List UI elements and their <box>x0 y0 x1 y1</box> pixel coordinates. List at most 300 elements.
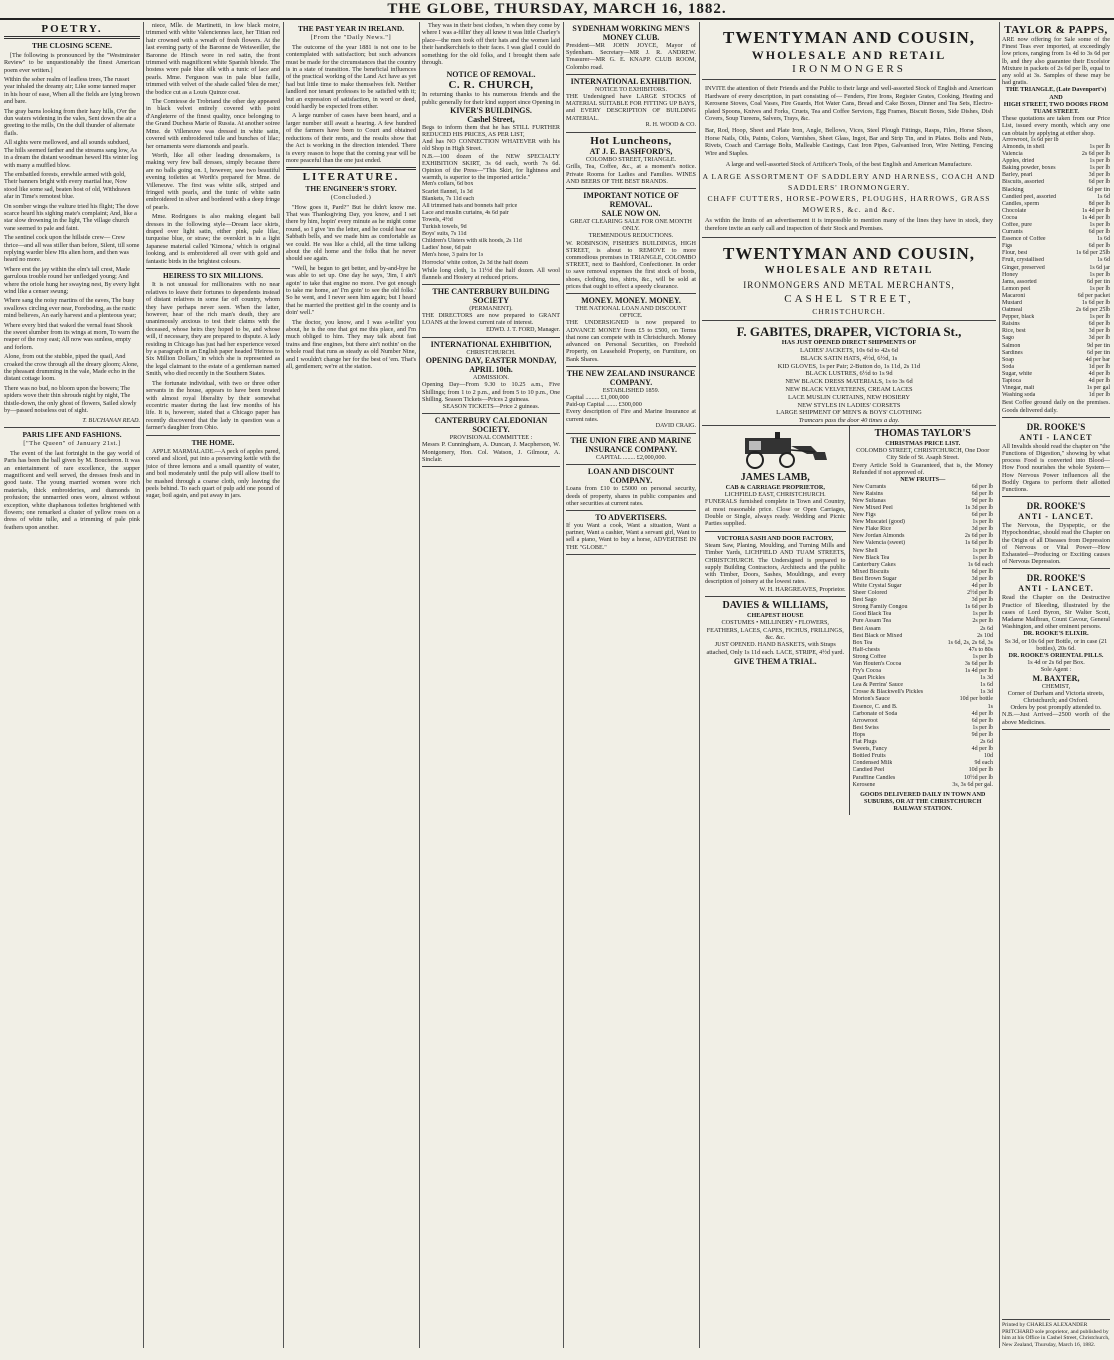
column-ads <box>566 22 696 1348</box>
ad-rooke-3 <box>1002 569 1110 729</box>
article-text: It is not unusual for millionaires with no near relatives to leave their fortunes to dependents instead of distant relatives in some far off country, whom they have perhaps never seen. When the latter, however, hear of the rich man's death, they are unanimously anxious to test their claims with the deceased, whose heirs they hoped to be, and whose will, if necessary, they are prepared to dispute. A lady residing in Chicago has just had her experience vexed by a paragraph in an English paper headed 'Heiress to Six Million Dollars,' in which she is represented as the legal claimant to the estate of a gentleman named Smith, who died recently in the Southern States. <box>146 281 280 378</box>
ad-loan <box>566 465 696 511</box>
price-item: New Figs 6d per lb <box>852 512 993 519</box>
price-item: Kerosene 3s, 3s 6d per gal. <box>852 781 993 788</box>
ad-item: LADIES' JACKETS, 10s 6d to 42s 6d <box>800 346 898 354</box>
price-item: Barley, pearl 3d per lb <box>1002 172 1110 179</box>
poem-signature: T. BUCHANAN READ. <box>82 416 140 424</box>
article-source: ["The Queen" of January 21st.] <box>23 440 121 448</box>
ad-removal <box>566 189 696 294</box>
ad-product: DR. ROOKE'S ELIXIR. <box>1023 630 1089 638</box>
ad-agent-role: CHEMIST, <box>1041 682 1071 690</box>
price-item: Ladies' hose, 6d pair <box>422 245 472 252</box>
ad-subtitle: HAS JUST OPENED DIRECT SHIPMENTS OF <box>781 339 917 347</box>
ad-street: Cashel Street, <box>467 114 515 124</box>
ad-text: THE UNDERSIGNED is now prepared to ADVANCE MONEY from £5 to £500, on Terms that none can compete with in Christchurch. Money advanced on Personal Securities, on Freehold Property, on Leasehold Property, on Furniture, on Bank Shares. <box>566 319 696 363</box>
ad-note: Orders by post promptly attended to. <box>1010 704 1102 712</box>
column-taylor-papps <box>1002 22 1110 1308</box>
column-rule <box>283 22 284 1348</box>
article-text: A large number of cases have been heard, and a larger number still await a hearing. A few hundred of the farmers have been to Court and obtained reductions of their rents, and the results show that the Act is working in the direction intended. There is every reason to hope that the coming year will be more peaceful than the one just ended. <box>286 112 416 164</box>
price-list <box>422 181 560 266</box>
price-item: Best Swiss 1s per lb <box>852 724 993 731</box>
price-item: Half-chests 47s to 80s <box>852 646 993 653</box>
ad-item: NEW BLACK DRESS MATERIALS, 1s to 3s 6d <box>785 378 913 386</box>
ad-church <box>422 68 560 285</box>
ad-title: DR. ROOKE'S <box>1026 573 1086 584</box>
article-text: "Well, he begun to get better, and by-and-bye he was able to set up. One day he says, 'Jim, I ain't agoin' to take that engine no more. I've got enough to take me home, an' I'm goin' to see the old folks.' So he went, and I never seen him again; but I heard that he married the prettiest girl in the county and is doin' well." <box>286 264 416 317</box>
ad-title: INTERNATIONAL EXHIBITION. <box>570 76 692 86</box>
ad-text: ARE now offering for Sale some of the Finest Teas ever imported, at exceedingly low prices, ranging from 1s 4d to 3s 6d per lb, and they also guarantee their Excelsior Mixture in packets of 2s 6d per lb, equal to any sold at 3s. Samples of these may be had gratis. <box>1002 36 1110 87</box>
poem-title: THE CLOSING SCENE. <box>32 41 112 51</box>
ad-name: AT J. E. BASHFORD'S, <box>589 147 673 157</box>
price-item: Coffee, pure 1s per lb <box>1002 221 1110 228</box>
ad-item: NEW STYLES IN LADIES' CORSETS <box>797 401 901 409</box>
price-item: Carbonate of Soda 4d per lb <box>852 710 993 717</box>
column-ireland <box>286 22 416 1348</box>
ad-text: N.B.—100 dozen of the NEW SPECIALTY EXHIBITION SKIRT, 3s 6d each, worth 7s 6d. Opinion of the Press—"This Skirt, for lightness and warmth, is superior to the imported article." <box>422 152 560 182</box>
ad-taylor-papps <box>1002 22 1110 418</box>
price-list <box>1002 137 1110 399</box>
ads-split <box>702 425 996 815</box>
ad-address: COLOMBO STREET, CHRISTCHURCH, One Door City Side of St. Asaph Street. <box>856 447 990 462</box>
price-item: Oatmeal 2s 6d per 25lb <box>1002 307 1110 314</box>
divider <box>286 167 416 170</box>
ad-signature: EDWD. J. T. FORD, Manager. <box>486 326 560 333</box>
ad-address: LICHFIELD EAST, CHRISTCHURCH. <box>724 491 826 499</box>
price-item: Pepper, black 1s per lb <box>1002 314 1110 321</box>
ad-title: VICTORIA SASH AND DOOR FACTORY, <box>717 534 834 542</box>
printer-imprint: Printed by CHARLES ALEXANDER PRITCHARD sole proprietor, and published by him at his Office in Cashel Street, Christchurch, New Zealand, Thursday, March 16, 1882. <box>1002 1319 1110 1348</box>
price-item: Boys' suits, 7s 11d <box>422 231 467 238</box>
ad-text: While long cloth, 1s 11½d the half dozen. All wool flannels and Hosiery at reduced prices. <box>422 266 560 281</box>
price-item: New Flake Rice 3d per lb <box>852 526 993 533</box>
verse: All sights were mellowed, and all sounds subdued, The hills seemed farther and the streams sang low, As in a dream the distant woodman hewed His winter log with many a muffled blow. <box>4 139 138 169</box>
ad-title: LOAN AND DISCOUNT COMPANY. <box>587 467 675 486</box>
divider <box>705 531 846 532</box>
column-rule <box>419 22 420 1348</box>
ad-name: C. R. CHURCH, <box>448 79 534 92</box>
ad-address: HIGH STREET, TWO DOORS FROM TUAM STREET. <box>1003 100 1109 116</box>
article-text: They was in their best clothes, 'n when they come by where I was a-fillin' they all knew it was little Charley's place—the men took off their hats and the women laid their handkerchiefs to their faces. I was glad I could do something for the old folks, and I brought them safe through. <box>422 22 560 67</box>
masthead: THE GLOBE, THURSDAY, MARCH 16, 1882. <box>0 0 1114 20</box>
article-title: HEIRESS TO SIX MILLIONS. <box>163 271 263 280</box>
price-item: Macaroni 6d per packet <box>1002 292 1110 299</box>
ad-title: MONEY. MONEY. MONEY. <box>581 296 681 306</box>
verse: Where every bird that waked the vernal feast Shook the sweet slumber from its wings at morn, To warn the reaper of the rosy east; All now was sunless, empty and forlorn. <box>4 321 140 351</box>
ad-signature: DAVID CRAIG. <box>655 422 696 429</box>
ad-signature: W. H. HARGREAVES, Proprietor. <box>759 585 846 593</box>
article-text: The fortunate individual, with two or three other servants in the house, appears to have been treated with almost royal liberality by their somewhat eccentric master during the last few months of his life. It is, however, stated that a Chicago paper has recently discovered that the lady in question was a farmer's daughter from Ohio. <box>146 379 280 432</box>
price-item: Strong Family Congou 1s 6d per lb <box>852 604 993 611</box>
price-item: Lemon peel 1s per lb <box>1002 285 1110 292</box>
price-item: Arrowroot, 1s 6d per lb <box>1002 136 1059 143</box>
ad-agent-address: Corner of Durham and Victoria streets, Christchurch; and Oxford. <box>1007 689 1105 704</box>
divider <box>4 427 140 428</box>
ad-title: DR. ROOKE'S <box>1026 501 1086 512</box>
ad-title: INTERNATIONAL EXHIBITION, <box>430 340 552 350</box>
ad-paid-up: Paid-up Capital ....... £300,000 <box>566 401 642 409</box>
price-item: Canterbury Cakes 1s 6d each <box>852 561 993 568</box>
price-item: Crosse & Blackwell's Pickles 1s 3d <box>852 689 993 696</box>
verse: The gray barns looking from their hazy hills, O'er the dun waters widening in the vales, Sent down the air a greeting to the mills, On the dull thunder of alternate flails. <box>4 107 137 137</box>
ad-saddlery: A LARGE ASSORTMENT OF SADDLERY AND HARNESS, COACH AND SADDLERS' IRONMONGERY. <box>702 171 996 192</box>
price-item: New Raisins 6d per lb <box>852 490 993 497</box>
price-item: Lea & Perrins' Sauce 1s 6d <box>852 682 993 689</box>
ad-rooke-1 <box>1002 418 1110 497</box>
ad-title: TWENTYMAN AND COUSIN, <box>723 244 975 264</box>
price-item: New Currants 6d per lb <box>852 483 993 490</box>
ad-caledonian <box>422 414 560 467</box>
divider <box>4 36 140 39</box>
ad-text: Loans from £10 to £5000 on personal security, deeds of property, shares in public companies and other securities at current rates. <box>566 485 696 507</box>
article-title: PARIS LIFE AND FASHIONS. <box>22 429 122 439</box>
ad-established: ESTABLISHED 1859. <box>602 386 660 394</box>
carriage-illustration <box>715 430 835 470</box>
column-rule <box>563 22 564 1348</box>
ad-address: CASHEL STREET, <box>784 293 914 306</box>
ad-text: Opening Day—From 9.30 to 10.25 a.m., Five Shillings; from 1 to 2 p.m., and from 5 to 10 p.m., One Shilling. Season Tickets—Prices 2 guineas. <box>422 381 560 403</box>
ad-title: DAVIES & WILLIAMS, <box>722 600 828 612</box>
price-item: Candles, sperm 8d per lb <box>1002 200 1110 207</box>
ad-text: President—MR JOHN JOYCE, Mayor of Sydenham. Secretary—MR J. R. ANDREW. Treasurer—MR G. E. KNAPP. CLUB ROOM, Colombo road. <box>566 42 696 71</box>
price-item: Washing soda 1d per lb <box>1002 392 1110 399</box>
article-title: THE HOME. <box>191 437 235 447</box>
ad-text: As within the limits of an advertisement it is impossible to mention many of the lines they have in stock, they therefore invite an early call and inspection of their Stock and Premises. <box>705 216 993 232</box>
column-notices <box>422 22 560 1348</box>
price-item: Paraffine Candles 10½d per lb <box>852 774 993 781</box>
divider <box>702 237 996 238</box>
ad-building: KIVER'S BUILDINGS. <box>450 105 532 115</box>
article-text: Worth, like all other leading dressmakers, is making very few ball dresses, simply because there are no balls going on. I, however, saw two beautiful evening toilettes at Worth's prepared for Mme. de Villeneuve. The first was white silk, striped and fringed with pearls, and the tunic of white satin embroidered in silver and bordered with a deep fringe of pearls. <box>146 151 280 211</box>
price-item: Sardines 6d per tin <box>1002 349 1110 356</box>
column-fashion <box>146 22 280 1348</box>
ad-title: SYDENHAM WORKING MEN'S MONEY CLUB. <box>572 24 690 42</box>
ad-agent-label: Sole Agent : <box>1040 666 1072 674</box>
ad-text: JUST OPENED. HAND BASKETS, with Straps attached, Only 1s 11d each. LACE, STRIPE, 4½d yard. <box>706 641 845 656</box>
column-rule <box>699 22 700 1348</box>
ad-title: JAMES LAMB, <box>740 471 810 483</box>
price-item: Turkish towels, 9d <box>422 224 467 231</box>
ad-subtitle: CAB & CARRIAGE PROPRIETOR, <box>725 483 825 491</box>
ad-text: THE DIRECTORS are now prepared to GRANT LOANS at the lowest current rate of interest. <box>422 312 560 327</box>
ads-left <box>702 426 849 815</box>
poem-verses <box>4 76 140 414</box>
price-item: Quart Pickles 1s 3d <box>852 675 993 682</box>
price-item: Good Black Tea 1s per lb <box>852 611 993 618</box>
price-item: Fruit, crystallised 1s 6d <box>1002 257 1110 264</box>
article-text: "How goes it, Pard?" But he didn't know me. That was Thanksgiving Day, you know, and I set there by him, hopin' every minute as he might come round, so I give 'im the letter, and he could hear our Sabbath bells, and we made him as comfortable as we could. He was like a child, all the time talking about the old home and the folks that he never should see again. <box>286 203 416 263</box>
column-rule <box>999 22 1000 1348</box>
price-item: Condensed Milk 9d each <box>852 760 993 767</box>
price-item: Men's collars, 6d box <box>422 181 474 188</box>
ad-subtitle: THE NATIONAL LOAN AND DISCOUNT OFFICE. <box>575 305 687 320</box>
article-text: The event of the last fortnight in the gay world of Paris has been the ball given by M. Boucheron. It was an entertainment of rare excellence, the supper magnificent and well served, the dresses fresh and in good taste. The young married women wore rich materials, thick embroideries, and diamonds in profusion; the unmarried ones wore, almost without exception, white diaphanous toilettes brightened with flowers; one remarked a cluster of yellow roses on a dress of white tulle, and a trimming of pale pink feathers upon another. <box>4 449 140 531</box>
price-item: Figs 6d per lb <box>1002 243 1110 250</box>
verse: The embattled forests, erewhile armed with gold, Their banners bright with every martial hue, Now stood like some sad, beaten host of old, Withdrawn afar in Time's remotest blue. <box>4 170 131 201</box>
ad-money <box>566 294 696 367</box>
price-item: Apples, dried 1s per lb <box>1002 158 1110 165</box>
ad-chaff: CHAFF CUTTERS, HORSE-POWERS, PLOUGHS, HARROWS, GRASS MOWERS, &c. and &c. <box>707 193 991 214</box>
ad-text: In returning thanks to his numerous friends and the public generally for their kind support since Opening in <box>422 91 560 106</box>
price-item: New Muscatel (good) 1s per lb <box>852 519 993 526</box>
divider <box>146 268 280 269</box>
ad-subtitle: CHEAPEST HOUSE <box>747 612 804 620</box>
ad-note: GOODS DELIVERED DAILY IN TOWN AND SUBURBS, OR AT THE CHRISTCHURCH RAILWAY STATION. <box>860 790 986 813</box>
ad-sydenham <box>566 22 696 75</box>
ad-text: SEASON TICKETS—Price 2 guineas. <box>442 403 540 411</box>
ad-text: FUNERALS furnished complete in Town and Country, at most reasonable price. Close or Open Carriages, Double or Single, always ready. Wedding and Picnic Parties supplied. <box>705 498 846 528</box>
poem-intro: [The following is pronounced by the "Westminster Review" to be unquestionably the finest American poem ever written.] <box>4 51 140 74</box>
price-item: New Black Tea 1s per lb <box>852 554 993 561</box>
ad-section: NEW FRUITS— <box>900 476 946 484</box>
ad-title: TO ADVERTISERS. <box>595 512 667 522</box>
ad-note: N.B.—Just Arrived—2500 worth of the above Medicines. <box>1002 711 1110 726</box>
price-item: Scarlet flannel, 1s 3d <box>422 188 473 195</box>
ad-subtitle: ANTI - LANCET <box>1019 432 1093 442</box>
price-item: Men's hose, 3 pairs for 1s <box>422 252 484 259</box>
ad-text: Bar, Rod, Hoop, Sheet and Plate Iron, Angle, Bellows, Vices, Steel Plough Fittings, Rasps, Files, Horse Shoes, Horse Nails, Oils, Paints, Colors, Varnishes, Sheet Glass, Ingot, Bar and Strip Tin, and in Plates. Bolts and Nuts, Rivets, Coach and Carriage Bolts, Malleable Castings, Cast Iron Pipes, Galvanised Iron, Wire Netting, Fencing Wire and Staples. <box>705 126 993 157</box>
ad-text: Best Coffee ground daily on the premises. Goods delivered daily. <box>1002 399 1110 414</box>
price-item: Essence, C. and B. 1s <box>852 703 993 710</box>
verse: The sentinel cock upon the hillside crew— Crew thrice—and all was stiller than before, Silent, till some replying warder blew His alien horn, and then was heard no more. <box>4 234 140 264</box>
ad-signature: R. H. WOOD & CO. <box>645 121 696 128</box>
verse: Where erst the jay within the elm's tall crest, Made garrulous trouble round her unfledged young; And where the oriole hung her swaying nest, By every light wind like a censer swung; <box>4 265 140 295</box>
ad-text: THE Undersigned have LARGE STOCKS of MATERIAL SUITABLE FOR FITTING UP BAYS, and EVERY DESCRIPTION OF BUILDING MATERIAL. <box>566 93 696 122</box>
price-item: Mixed Biscuits 6d per lb <box>852 568 993 575</box>
ads-right <box>849 426 997 815</box>
ad-price: Ss 3d, or 10s 6d per Bottle, or in case (21 bottles), 20s 6d. <box>1004 637 1108 652</box>
ad-text: W. ROBINSON, FISHER'S BUILDINGS, HIGH STREET, is about to REMOVE to more commodious premises in TRIANGLE, COLOMBO STREET, next to Bashford, Confectioner. In order to save removal expenses the first stock of boots, shoes, clothing, ties, shirts, &c., will be sold at prices that ought to effect a speedy clearance. <box>566 239 696 290</box>
divider <box>702 320 996 321</box>
ad-subtitle: CHRISTMAS PRICE LIST. <box>885 439 961 447</box>
story-title: THE ENGINEER'S STORY. <box>305 183 397 193</box>
price-item: New Mixed Peel 1s 3d per lb <box>852 504 993 511</box>
ad-title: THE NEW ZEALAND INSURANCE COMPANY. <box>566 368 696 387</box>
price-item: Pure Assam Tea 2s per lb <box>852 618 993 625</box>
ad-capital: Capital ......... £1,000,000 <box>566 393 629 401</box>
price-item: Valencia 2s 6d per lb <box>1002 151 1110 158</box>
ad-title: THOMAS TAYLOR'S <box>874 427 971 439</box>
price-item: Hops 9d per lb <box>852 731 993 738</box>
price-list <box>853 484 994 789</box>
ad-subtitle: WHOLESALE AND RETAIL <box>751 48 947 62</box>
price-item: New Sultanas 9d per lb <box>852 497 993 504</box>
ad-item: KID GLOVES, 1s per Pair; 2-Button do, 1s 11d, 2s 11d <box>777 362 921 370</box>
divider <box>702 79 996 80</box>
ad-title: IMPORTANT NOTICE OF REMOVAL. <box>583 191 679 210</box>
price-item: Soda 1d per lb <box>1002 363 1110 370</box>
price-item: Raisins 6d per lb <box>1002 321 1110 328</box>
ad-text: And has NO CONNECTION WHATEVER with his old Shop in High Street. <box>422 138 560 153</box>
ad-text: INVITE the attention of their Friends and the Public to their large and well-assorted Stock of English and American Hardware of every description, in part consisting of— Fenders, Fire Irons, Register Grates, Cooking, Heating and Kerosene Stoves, Coal Vases, Fire Guards, Hot Water Cans, Bread and Cake Boxes, Dinner and Tea Sets, Electro-plated Spoons, Knives and Forks, Cruets, Tea and Coffee Services, Egg Frames, Biscuit Boxes, Side Dishes, Dish Covers, Soup Tureens, Salvers, Trays, &c. <box>705 85 993 123</box>
article-text: Mme. Rodrigues is also making elegant ball dresses in the following style—Dream lace skirts, draped over light satin, either pink, pale lilac, turquoise blue, or straw; the overskirt is in a light Japanese material called 'Kimona,' which is original looking, and is embroidered all over with gold and fantastic birds in the brightest colours. <box>146 213 280 265</box>
ad-title: NOTICE OF REMOVAL. <box>446 70 536 80</box>
ad-product: DR. ROOKE'S ORIENTAL PILLS. <box>1008 651 1104 659</box>
column-rule <box>143 22 144 1348</box>
price-item: Fry's Cocoa 1s 4d per lb <box>852 668 993 675</box>
ad-capital: CAPITAL ........ £2,000,000. <box>595 454 667 462</box>
ad-subtitle: PROVISIONAL COMMITTEE : <box>449 434 533 442</box>
ad-title: Hot Luncheons, <box>590 135 672 148</box>
price-item: Morton's Sauce 10d per bottle <box>852 696 993 703</box>
price-item: Chocolate 1s 4d per lb <box>1002 207 1110 214</box>
price-item: Vinegar, malt 1s per gal <box>1002 385 1110 392</box>
ad-text: Begs to inform them that he has STILL FURTHER REDUCED HIS PRICES, AS PER LIST, <box>422 123 560 139</box>
price-item: Biscuits, assorted 6d per lb <box>1002 179 1110 186</box>
ad-title: TAYLOR & PAPPS, <box>1004 24 1108 36</box>
verse: Alone, from out the stubble, piped the quail, And croaked the crow through all the dreary gloom; Alone, the pheasant drumming in the vale, Made echo in the distant cottage loom. <box>4 353 139 383</box>
ad-luncheons <box>566 133 696 189</box>
ad-text: All Invalids should read the chapter on "the Functions of Digestion," showing by what process Food is converted into Blood—How Food nourishes the whole System—How Nervous Power influences all the Bodily Organs to perform their allotted Functions. <box>1002 442 1110 493</box>
ad-items: COSTUMES • MILLINERY • FLOWERS, FEATHERS, LACES, CAPES, FICHUS, FRILLINGS, &c. &c. <box>706 619 844 641</box>
ad-city: CHRISTCHURCH. <box>812 307 886 317</box>
price-item: Almonds, in shell 1s per lb <box>1002 143 1110 150</box>
ad-address: THE TRIANGLE, (Late Davenport's) AND <box>1005 86 1107 101</box>
price-item: Van Houten's Cocoa 3s 6d per lb <box>852 661 993 668</box>
price-item: Honey 1s per lb <box>1002 271 1110 278</box>
price-item: Salmon 9d per tin <box>1002 342 1110 349</box>
price-item: Ginger, preserved 1s 6d jar <box>1002 264 1110 271</box>
article-text: The doctor, you know, and I was a-tellin' you about, he is the one that got me this place, and I'm much obliged to him. They may talk about fast trains and fine engines, but there ain't nothin' on the whole road that runs as steady as old Number Nine, and I wouldn't change her for the best of 'em. That's all, gentlemen; we're at the station. <box>286 318 416 371</box>
section-title: POETRY. <box>41 23 103 35</box>
price-item: Cocoa 1s 4d per lb <box>1002 214 1110 221</box>
price-item: Jams, assorted 6d per tin <box>1002 278 1110 285</box>
price-item: Currants 6d per lb <box>1002 229 1110 236</box>
price-item: Blankets, 7s 11d each <box>422 195 475 202</box>
divider <box>146 435 280 436</box>
ad-title: THE UNION FIRE AND MARINE INSURANCE COMPANY. <box>570 436 692 455</box>
price-item: Children's Ulsters with silk hoods, 2s 11d <box>422 238 522 245</box>
price-item: Sheer Colored 2½d per lb <box>852 590 993 597</box>
ad-exhibition <box>422 338 560 414</box>
price-item: Best Sago 3d per lb <box>852 597 993 604</box>
ad-address: COLOMBO STREET, TRIANGLE. <box>585 156 677 164</box>
ad-subtitle: ADMISSION. <box>473 374 509 382</box>
price-item: Soap 4d per bar <box>1002 356 1110 363</box>
ad-slogan: GIVE THEM A TRIAL. <box>733 656 817 666</box>
price-item: White Crystal Sugar 4d per lb <box>852 582 993 589</box>
article-text: niece, Mlle. de Martinetti, in low black moire, trimmed with white Valenciennes lace, her Titian red hair crowned with a wreath of fresh flowers. At the last evening party of the Baronne de Weisweiller, the Baronne de Hirsch wore in red satin, the front trimmed with magnificent white Spanish blonde. The hostess wore pale blue silk with a tunic of lace and pearls. Mme. Ferguson was in pale blue faille, trimmed with velvet of the shade called 'bleu de mer,' the bodice cut as a Louis Quinze coat. <box>146 22 280 96</box>
article-title: THE PAST YEAR IN IRELAND. <box>297 24 405 33</box>
price-item: Best Black or Mixed 2s 10d <box>852 632 993 639</box>
price-item: Strong Coffee 1s per lb <box>852 653 993 660</box>
ad-sale: SALE NOW ON. <box>601 209 661 219</box>
price-item: Horrocks' white cotton, 2s 3d the half dozen <box>422 259 529 266</box>
ad-text: Steam Saw, Planing, Moulding, and Turning Mills and Timber Yards, LICHFIELD AND TUAM STREETS, CHRISTCHURCH. The Undersigned is prepared to supply Building Contractors, Architects and the public with Timber, Doors, Sashes, Mouldings, and every description of joinery at the lowest rates. <box>705 541 846 586</box>
ad-title: TWENTYMAN AND COUSIN, <box>723 28 975 47</box>
ad-trade: IRONMONGERS <box>792 63 906 75</box>
price-item: Flat Plugs 2s 6d <box>852 739 993 746</box>
ad-agent-name: M. BAXTER, <box>1032 673 1080 683</box>
ad-subtitle: (PERMANENT). <box>469 305 513 312</box>
ad-subtitle: WHOLESALE AND RETAIL <box>764 265 934 277</box>
ad-rooke-2 <box>1002 497 1110 569</box>
article-text: The outcome of the year 1881 is not one to be contemplated with satisfaction; but such advances must be made for the circumstances that the country is in a state of transition. The beneficial influences of the practical working of the Land Act have as yet had but little time to make themselves felt. Neither landlord nor tenant professes to be satisfied with it; but an expression of satisfaction, in word or deed, could hardly be expected from either. <box>286 43 416 111</box>
price-item: Best Assam 2s 6d <box>852 625 993 632</box>
ad-sale: TREMENDOUS REDUCTIONS. <box>588 232 674 240</box>
ad-title: DR. ROOKE'S <box>1026 421 1086 432</box>
ad-price: 1s 4d or 2s 6d per Box. <box>1027 659 1085 667</box>
ad-text: A large and well-assorted Stock of Artificer's Tools, of the best English and American Manufacture. <box>725 161 973 169</box>
ad-text: Grills, Tea, Coffee, &c., at a moment's notice. Private Rooms for Ladies and Families. WINES AND BEERS OF THE BEST BRANDS. <box>566 163 696 185</box>
price-item: Lace and muslin curtains, 4s 6d pair <box>422 209 509 216</box>
verse: There was no bud, no bloom upon the bowers; The spiders wove their thin shrouds night by night, The thistle-down, the only ghost of flowers, Sailed slowly by—passed noiseless out of sight. <box>4 384 137 415</box>
ad-text: Every description of Fire and Marine Insurance at current rates. <box>566 408 696 423</box>
ad-trade: IRONMONGERS AND METAL MERCHANTS, <box>743 280 955 291</box>
ad-item: NEW BLACK VELVETEENS, CREAM LACES <box>785 385 913 393</box>
verse: Where sang the noisy martins of the eaves, The busy swallows circling ever near, Foreboding, as the rustic mind believes, An early harvest and a plenteous year; <box>4 297 137 320</box>
ad-note: Every Article Sold is Guaranteed, that is, the Money Refunded if not approved of. <box>852 461 993 477</box>
ad-item: BLACK LUSTRES, 6½d to 1s 9d <box>805 370 893 378</box>
article-text: APPLE MARMALADE.—A peck of apples pared, cored and sliced, put into a preserving kettle with the juice of three lemons and a small quantity of water, and boil moderately until the pulp will allow itself to be mashed through a coarse cloth, only leaving the peels behind. To each quart of pulp add one pound of sugar, boil again, and put away in jars. <box>146 447 280 500</box>
price-item: Baking powder, boxes 1s per lb <box>1002 165 1110 172</box>
ad-exhibitors <box>566 75 696 133</box>
ad-subtitle: ANTI - LANCET. <box>1018 512 1094 522</box>
ad-text: Messrs P. Cunningham, A. Duncan, J. Macpherson, W. Montgomery, Hon. Col. Watson, J. Gilmour, A. Sinclair. <box>422 441 560 463</box>
ad-text: The Nervous, the Dyspeptic, or the Hypochondriac, should read the Chapter on the Origin of all Diseases from Depression of Nervous or Vital Power—How Exhausted—Producing or Exciting causes of Nervous Depression. <box>1002 522 1110 566</box>
price-item: Mustard 1s 6d per lb <box>1002 300 1110 306</box>
ad-title: THE CANTERBURY BUILDING SOCIETY <box>432 287 550 305</box>
ad-text: Read the Chapter on the Destructive Practice of Bleeding, illustrated by the cases of Lord Byron, Sir Walter Scott, Madame Malibran, Count Cavour, General Washington, and other eminent persons. <box>1002 594 1110 631</box>
section-title: LITERATURE. <box>302 171 400 184</box>
price-item: New Valencia (sweet) 1s 6d per lb <box>852 540 993 547</box>
price-item: All trimmed hats and bonnets half price <box>422 202 518 209</box>
ad-date: OPENING DAY, EASTER MONDAY, APRIL 10th. <box>425 356 557 375</box>
ad-building-society <box>422 285 560 338</box>
ad-subtitle: ANTI - LANCET. <box>1018 584 1094 594</box>
ad-text: If you Want a cook, Want a situation, Want a partner, Want a cashier, Want a servant girl, Want to sell a piano, Want to buy a horse, ADVERTISE IN THE "GLOBE." <box>566 521 696 551</box>
price-item: Bottled Fruits 10d <box>852 753 993 760</box>
price-item: Candied Peel 10d per lb <box>852 767 993 774</box>
ad-title: F. GABITES, DRAPER, VICTORIA St., <box>736 324 962 340</box>
verse: Within the sober realm of leafless trees, The russet year inhaled the dreamy air; Like some tanned reaper in his hour of ease, When all the fields are lying brown and bare. <box>4 76 140 106</box>
price-item: Arrowroot 6d per lb <box>852 717 993 724</box>
price-item: Box Tea 1s 6d, 2s, 2s 6d, 3s <box>852 639 993 646</box>
ad-city: CHRISTCHURCH. <box>466 349 516 357</box>
price-item: Tapioca 4d per lb <box>1002 378 1110 385</box>
ad-item: LARGE SHIPMENT OF MEN'S & BOYS' CLOTHING <box>776 409 922 417</box>
ad-sale: GREAT CLEARING SALE FOR ONE MONTH ONLY. <box>570 218 692 233</box>
ad-item: LACE MUSLIN CURTAINS, NEW HOSIERY <box>787 393 910 401</box>
ad-title: CANTERBURY CALEDONIAN SOCIETY. <box>434 416 548 435</box>
price-item: Essence of Coffee 1s 6d <box>1002 236 1110 243</box>
price-item: Candied peel, assorted 1s 6d <box>1002 193 1110 200</box>
price-item: Rice, best 3d per lb <box>1002 328 1110 335</box>
story-subtitle: (Concluded.) <box>330 194 372 202</box>
price-item: Flour, best 1s 6d per 25lb <box>1002 250 1110 257</box>
divider <box>705 596 846 597</box>
article-text: The Comtesse de Trobriand the other day appeared in black velvet entirely covered with point d'Angleterre of the finest quality, once belonging to the Grand Duchess Marie of Russia. At another soiree Mme. de Villeneuve was dressed in white satin, covered with embroidered tulle and bunches of lilac; her ornaments were diamonds and pearls. <box>146 98 280 150</box>
price-item: Sago 3d per lb <box>1002 335 1110 342</box>
article-source: [From the "Daily News."] <box>310 34 392 42</box>
ad-nz-insurance <box>566 367 696 434</box>
ad-item: BLACK SATIN HATS, 4½d, 6½d, 1s <box>800 354 898 362</box>
ad-advertisers <box>566 511 696 555</box>
ad-note: Tramcars pass the door 40 times a day. <box>798 417 900 425</box>
ad-text: These quotations are taken from our Price List, issued every month, which any one can obtain by applying at either shop. <box>1002 115 1110 137</box>
price-item: Sweets, Fancy 4d per lb <box>852 746 993 753</box>
price-item: Towels, 4½d <box>422 216 453 223</box>
price-item: New Shell 1s per lb <box>852 547 993 554</box>
verse: On somber wings the vulture tried his flight; The dove scarce heard his sighing mate's complaint; And, like a star slow drowning in the light, The village church vane seemed to pale and faint. <box>4 202 139 232</box>
column-twentyman <box>702 22 996 1348</box>
price-item: Blacking 6d per tin <box>1002 186 1110 193</box>
ad-union-insurance <box>566 434 696 465</box>
price-item: Sugar, white 4d per lb <box>1002 370 1110 377</box>
ad-subtitle: NOTICE TO EXHIBITORS. <box>594 85 668 93</box>
price-item: New Jordan Almonds 2s 6d per lb <box>852 533 993 540</box>
column-poetry <box>4 22 140 1348</box>
